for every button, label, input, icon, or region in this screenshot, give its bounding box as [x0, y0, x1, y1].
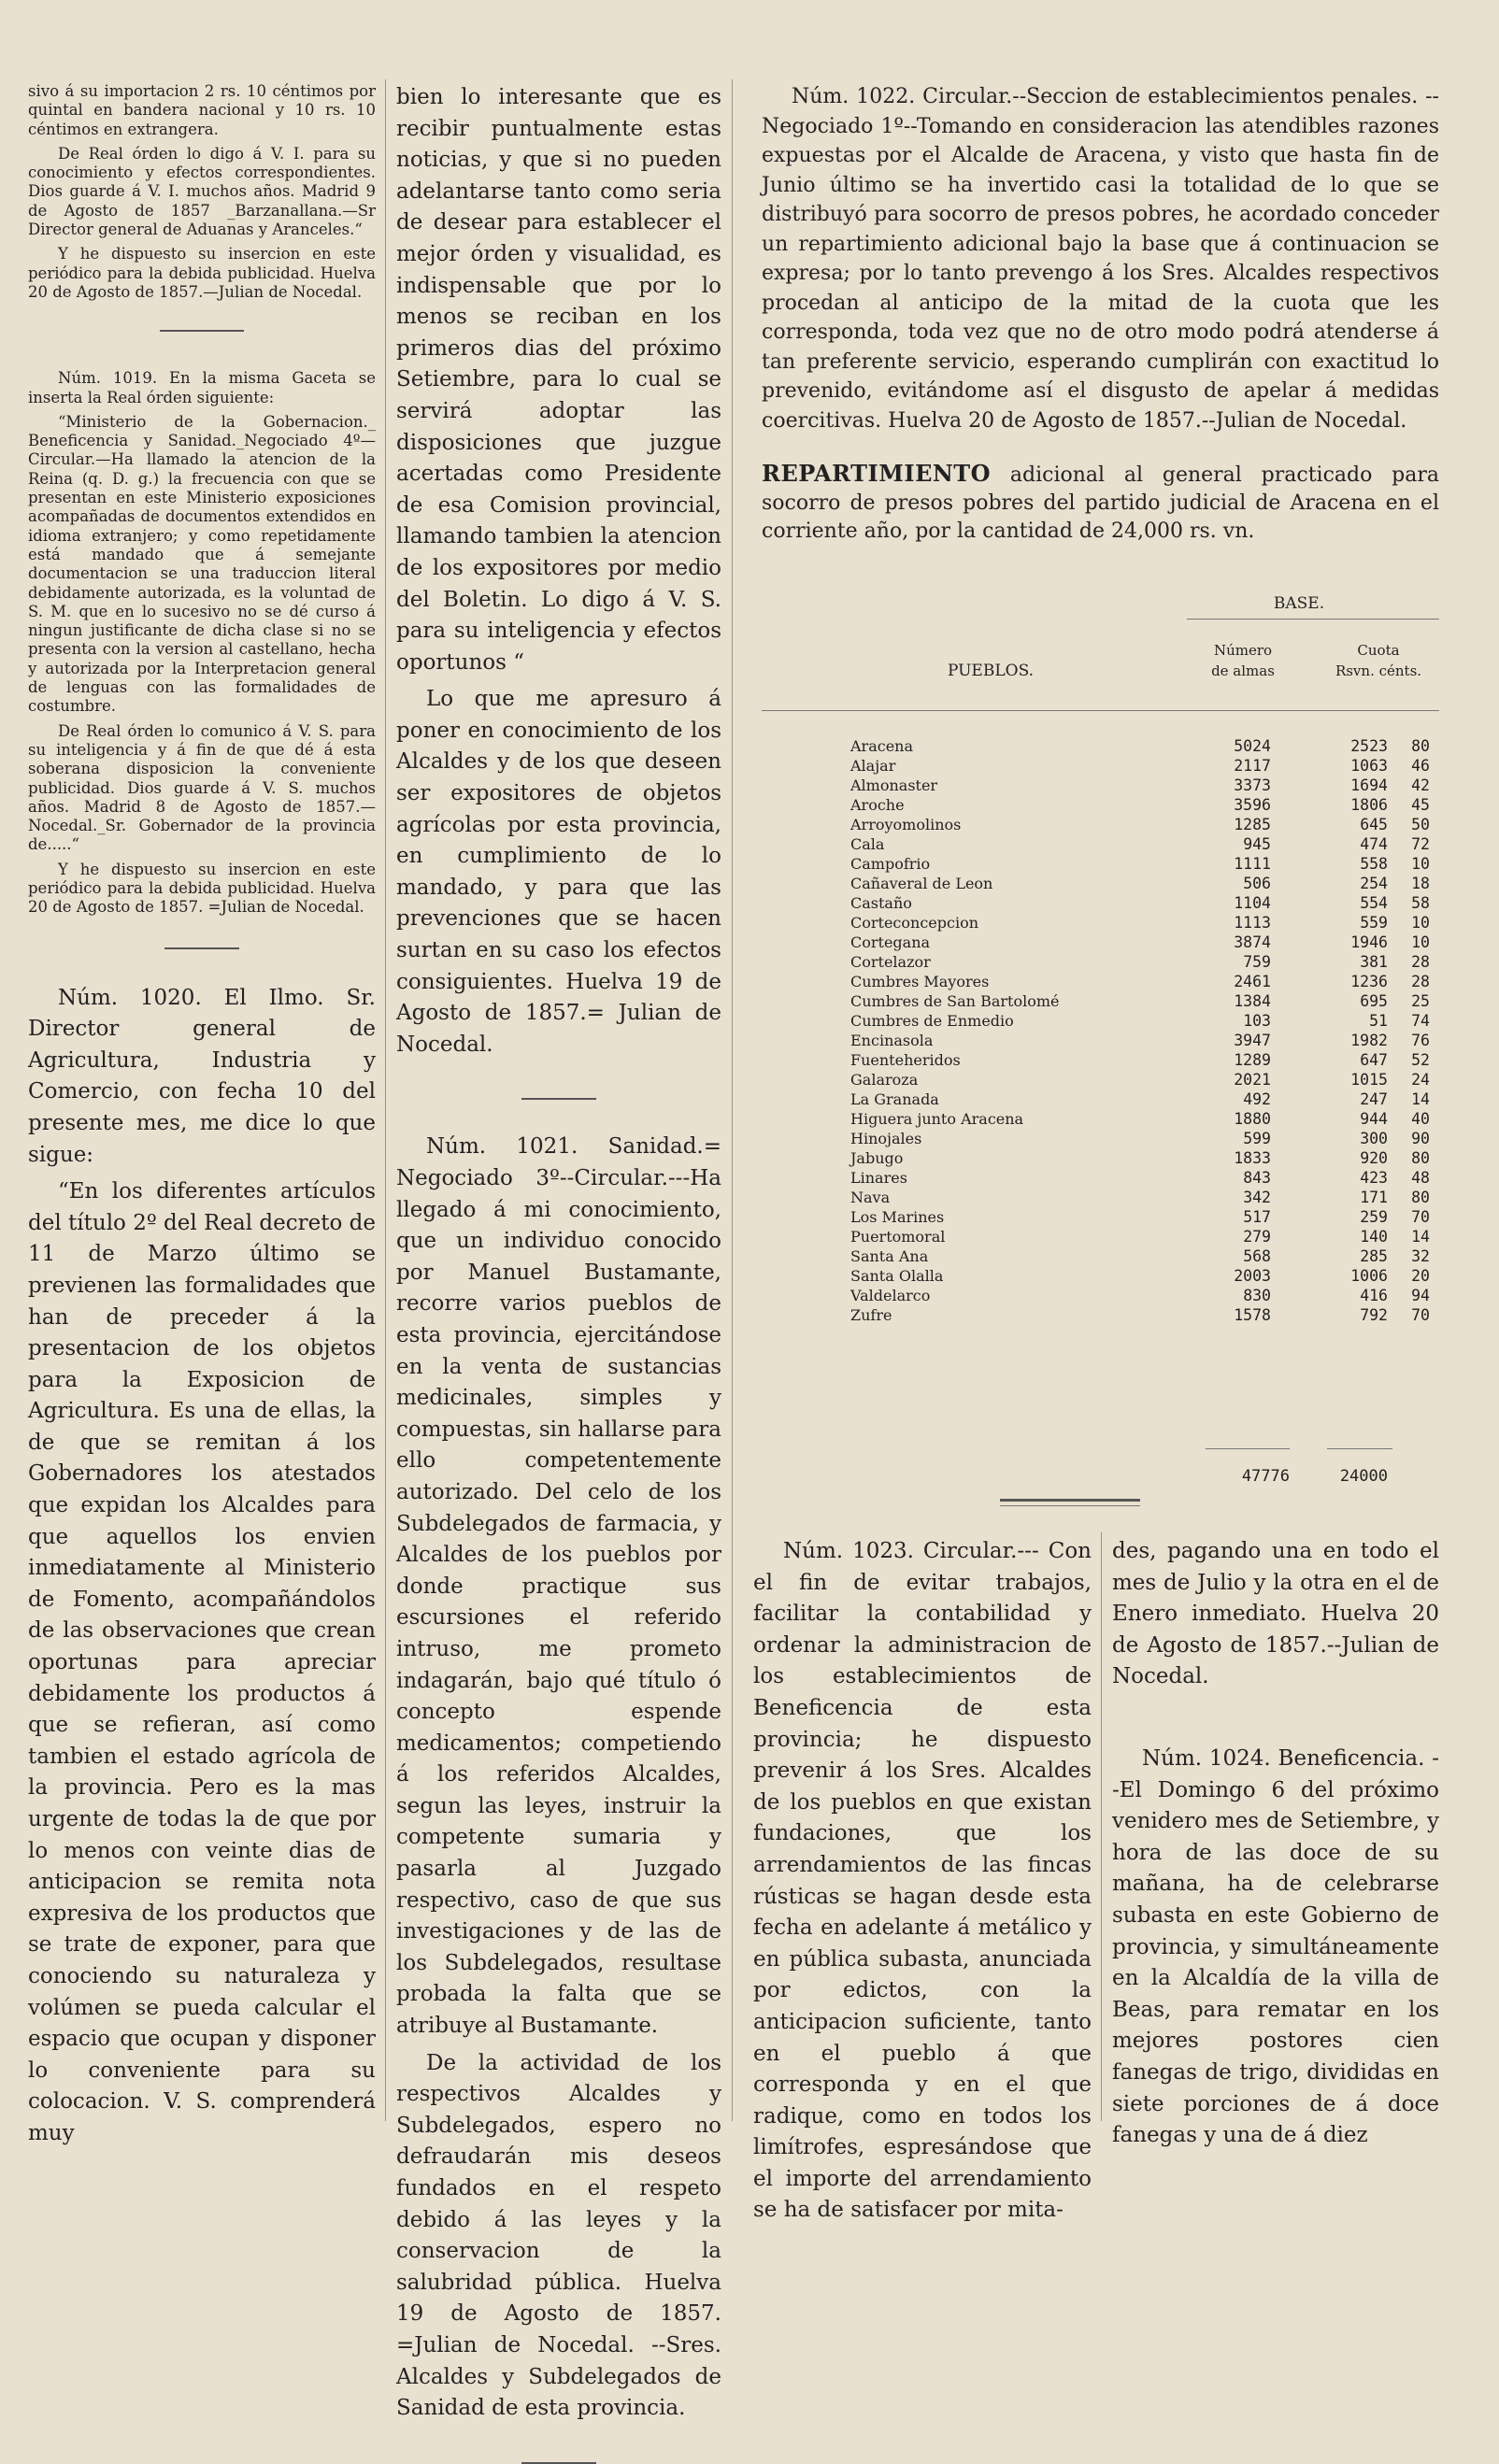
almas-value: 517 — [1243, 1208, 1271, 1226]
cuota-cts-value: 10 — [1411, 914, 1430, 932]
column-1 — [28, 82, 376, 2145]
pueblo-name: La Granada — [850, 1090, 939, 1108]
cuota-rs-value: 423 — [1360, 1169, 1388, 1187]
cuota-rs-value: 1946 — [1350, 933, 1388, 951]
cuota-cts-value: 46 — [1411, 757, 1430, 775]
cuota-cts-value: 10 — [1411, 855, 1430, 873]
cuota-rs-value: 647 — [1360, 1051, 1388, 1069]
almas-value: 945 — [1243, 835, 1271, 853]
cuota-rs-value: 695 — [1360, 992, 1388, 1010]
cuota-cts-value: 76 — [1411, 1032, 1430, 1049]
table-row — [850, 1050, 1430, 1070]
n1021-paragraph-1: Núm. 1021. Sanidad.= Negociado 3º--Circular.---Ha llegado á mi conocimiento, que un individuo conocido por Manuel Bustamante, recorre varios pueblos de esta provincia, ejercitándose en la venta de sustancias medicinales, simples y compuestas, sin hallarse para ello competentemente autorizado. Del celo de los Subdelegados de farmacia, y Alcaldes de los pueblos por donde practique sus escursiones el referido intruso, me prometo indagarán, bajo qué título ó concepto espende medicamentos; competiendo á los referidos Alcaldes, segun las leyes, instruir la competente sumaria y pasarla al Juzgado respectivo, caso de que sus investigaciones y de las de los Subdelegados, resultase probada la falta que se atribuye al Bustamante. — [396, 1134, 721, 2039]
repartimiento-title: REPARTIMIENTO — [762, 460, 992, 487]
table-row — [850, 1109, 1430, 1129]
almas-value: 3947 — [1234, 1032, 1271, 1049]
section-rule — [521, 2462, 596, 2464]
cuota-rs-value: 554 — [1360, 894, 1388, 912]
cuota-rs-value: 1806 — [1350, 796, 1388, 814]
pueblo-name: Encinasola — [850, 1032, 934, 1049]
cuota-rs-value: 792 — [1360, 1306, 1388, 1324]
almas-value: 5024 — [1234, 737, 1271, 755]
cuota-cts-value: 80 — [1411, 1189, 1430, 1206]
almas-value: 1104 — [1234, 894, 1271, 912]
almas-header-1: Número — [1213, 642, 1273, 659]
cuota-cts-value: 48 — [1411, 1169, 1430, 1187]
almas-value: 1384 — [1234, 992, 1271, 1010]
cuota-cts-value: 70 — [1411, 1208, 1430, 1226]
almas-value: 1285 — [1234, 816, 1271, 833]
table-row — [850, 834, 1430, 854]
n1023-paragraph: Núm. 1023. Circular.--- Con el fin de evitar trabajos, facilitar la contabilidad y ordenar la administracion de los establecimientos de Beneficencia de esta provincia; he dispuesto prevenir á los Sres. Alcaldes de los pueblos en que existan fundaciones, que los arrendamientos de las fincas rústicas se hagan desde esta fecha en adelante á metálico y en pública subasta, anunciada por edictos, con la anticipacion suficiente, tanto en el pueblo á que corresponda y en el que radique, como en todos los limítrofes, espresándose que el importe del arrendamiento se ha de satisfacer por mita- — [753, 1539, 1092, 2223]
section-rule — [521, 1098, 596, 1100]
cuota-rs-value: 171 — [1360, 1189, 1388, 1206]
table-row — [850, 1305, 1430, 1325]
cuota-rs-value: 1063 — [1350, 757, 1388, 775]
pueblo-name: Nava — [850, 1189, 891, 1206]
almas-value: 759 — [1243, 953, 1271, 971]
cuota-header-1: Cuota — [1357, 642, 1400, 659]
cuota-cts-value: 18 — [1411, 875, 1430, 892]
pueblo-name: Santa Ana — [850, 1247, 929, 1265]
cuota-cts-value: 42 — [1411, 776, 1430, 794]
almas-value: 1113 — [1234, 914, 1271, 932]
almas-value: 568 — [1243, 1247, 1271, 1265]
cuota-cts-value: 90 — [1411, 1130, 1430, 1147]
pueblo-name: Puertomoral — [850, 1228, 946, 1246]
pueblo-name: Zufre — [850, 1306, 892, 1324]
column-divider-3 — [1101, 1532, 1102, 2121]
table-row — [850, 1227, 1430, 1246]
cuota-header-2: Rsvn. cénts. — [1335, 662, 1422, 679]
almas-value: 342 — [1243, 1189, 1271, 1206]
cuota-cts-value: 24 — [1411, 1071, 1430, 1089]
n1021-paragraph-2: De la actividad de los respectivos Alcaldes y Subdelegados, espero no defraudarán mis deseos fundados en el respeto debido á las leyes y la conservacion de la salubridad pública. Huelva 19 de Agosto de 1857. =Julian de Nocedal. --Sres. Alcaldes y Subdelegados de Sanidad de esta provincia. — [396, 2050, 721, 2421]
almas-value: 3373 — [1234, 776, 1271, 794]
n1020-paragraph-2: “En los diferentes artículos del título 2º del Real decreto de 11 de Marzo último se previenen las formalidades que han de preceder á la presentacion de los objetos para la Exposicion de Agricultura. Es una de ellas, la de que se remitan á los Gobernadores los atestados que expidan los Alcaldes para que aquellos los envien inmediatamente al Ministerio de Fomento, acompañándolos de las observaciones que crean oportunas para apreciar debidamente los productos á que se refieran, así como tambien el estado agrícola de la provincia. Pero es la mas urgente de todas la de que por lo menos con veinte dias de anticipacion se remita nota expresiva de los productos que se trate de exponer, para que conociendo su naturaleza y volúmen se pueda calcular el espacio que ocupan y disponer lo conveniente para su colocacion. V. S. comprenderá muy — [28, 1179, 376, 2145]
cuota-rs-value: 558 — [1360, 855, 1388, 873]
almas-value: 1289 — [1234, 1051, 1271, 1069]
almas-value: 2117 — [1234, 757, 1271, 775]
table-header-rule — [762, 710, 1439, 711]
cuota-cts-value: 50 — [1411, 816, 1430, 833]
table-row — [850, 1207, 1430, 1227]
cuota-rs-value: 381 — [1360, 953, 1388, 971]
almas-value: 2461 — [1234, 973, 1271, 990]
cuota-cts-value: 74 — [1411, 1012, 1430, 1030]
repartimiento-table-wrap — [850, 736, 1439, 1325]
bottom-right-column — [1112, 1536, 1439, 2148]
almas-value: 492 — [1243, 1090, 1271, 1108]
pueblo-name: Castaño — [850, 894, 912, 912]
cuota-cts-value: 80 — [1411, 737, 1430, 755]
totals-rule-cuota — [1327, 1448, 1392, 1449]
cuota-cts-value: 25 — [1411, 992, 1430, 1010]
almas-value: 1111 — [1234, 855, 1271, 873]
almas-value: 599 — [1243, 1130, 1271, 1147]
pueblo-name: Higuera junto Aracena — [850, 1110, 1024, 1128]
table-row — [850, 913, 1430, 933]
notice-1023 — [753, 1536, 1092, 2223]
col1-top-block — [28, 82, 376, 302]
cuota-cts-value: 32 — [1411, 1247, 1430, 1265]
pueblo-name: Galaroza — [850, 1071, 919, 1089]
table-row — [850, 1090, 1430, 1109]
almas-value: 2003 — [1234, 1267, 1271, 1285]
cuota-rs-value: 300 — [1360, 1130, 1388, 1147]
table-row — [850, 815, 1430, 834]
pueblo-name: Jabugo — [850, 1149, 904, 1167]
table-row — [850, 893, 1430, 913]
almas-value: 506 — [1243, 875, 1271, 892]
cuota-cts-value: 40 — [1411, 1110, 1430, 1128]
section-rule-double-thin — [1000, 1505, 1140, 1506]
cuota-cts-value: 45 — [1411, 796, 1430, 814]
table-row — [850, 1188, 1430, 1207]
table-row — [850, 736, 1430, 756]
n1019-paragraph-1: Núm. 1019. En la misma Gaceta se inserta la Real órden siguiente: — [28, 369, 376, 406]
cuota-cts-value: 20 — [1411, 1267, 1430, 1285]
almas-value: 2021 — [1234, 1071, 1271, 1089]
almas-header-2: de almas — [1211, 662, 1275, 679]
table-row — [850, 1129, 1430, 1148]
almas-value: 1880 — [1234, 1110, 1271, 1128]
table-row — [850, 1168, 1430, 1188]
table-row — [850, 756, 1430, 776]
almas-value: 3874 — [1234, 933, 1271, 951]
notice-1021 — [396, 1132, 721, 2424]
cuota-rs-value: 474 — [1360, 835, 1388, 853]
pueblo-name: Cumbres de San Bartolomé — [850, 992, 1060, 1010]
table-row — [850, 1011, 1430, 1031]
almas-value: 3596 — [1234, 796, 1271, 814]
col1-paragraph-3: Y he dispuesto su insercion en este periódico para la debida publicidad. Huelva 20 de Agosto de 1857.—Julian de Nocedal. — [28, 245, 376, 301]
n1019-paragraph-3: De Real órden lo comunico á V. S. para su inteligencia y á fin de que dé á esta soberana disposicion la conveniente publicidad. Dios guarde á V. S. muchos años. Madrid 8 de Agosto de 1857.—Nocedal._Sr. Gobernador de la provincia de.....“ — [28, 721, 376, 854]
col1-paragraph-2: De Real órden lo digo á V. I. para su conocimiento y efectos correspondientes. Dios guarde á V. I. muchos años. Madrid 9 de Agosto de 1857 _Barzanallana.—Sr Director general de Aduanas y Aranceles.“ — [28, 144, 376, 239]
pueblo-name: Hinojales — [850, 1130, 922, 1147]
cuota-cts-value: 52 — [1411, 1051, 1430, 1069]
pueblo-name: Cumbres Mayores — [850, 973, 990, 990]
cuota-cts-value: 80 — [1411, 1149, 1430, 1167]
col2-paragraph-2: Lo que me apresuro á poner en conocimiento de los Alcaldes y de los que deseen ser expositores de objetos agrícolas por esta provincia, en cumplimiento de lo mandado, y para que las prevenciones que se hacen surtan en su caso los efectos consiguientes. Huelva 19 de Agosto de 1857.= Julian de Nocedal. — [396, 687, 721, 1057]
cuota-cts-value: 14 — [1411, 1090, 1430, 1108]
n1023-continuation: des, pagando una en todo el mes de Julio y la otra en el de Enero inmediato. Huelva 20 de Agosto de 1857.--Julian de Nocedal. — [1112, 1539, 1439, 1689]
table-row — [850, 1286, 1430, 1305]
n1022-paragraph: Núm. 1022. Circular.--Seccion de establecimientos penales. --Negociado 1º--Tomando en consideracion las atendibles razones expuestas por el Alcalde de Aracena, y visto que hasta fin de Junio último se ha invertido casi la totalidad de lo que se distribuyó para socorro de presos pobres, he acordado conceder un repartimiento adicional bajo la base que á continuacion se expresa; por lo tanto prevengo á los Sres. Alcaldes respectivos procedan al anticipo de la mitad de la cuota que les corresponda, toda vez que no de otro modo podrá atenderse á tan preferente servicio, esperando cumplirán con exactitud lo prevenido, evitándome así el disgusto de apelar á medidas coercitivas. Huelva 20 de Agosto de 1857.--Julian de Nocedal. — [762, 85, 1439, 433]
column-2 — [396, 82, 721, 2421]
cuota-rs-value: 1982 — [1350, 1032, 1388, 1049]
pueblo-name: Arroyomolinos — [850, 816, 962, 833]
pueblos-header: PUEBLOS. — [947, 662, 1035, 680]
section-rule-double — [1000, 1499, 1140, 1502]
pueblo-name: Fuenteheridos — [850, 1051, 961, 1069]
cuota-rs-value: 285 — [1360, 1247, 1388, 1265]
column-divider-2 — [732, 79, 733, 2121]
cuota-rs-value: 1006 — [1350, 1267, 1388, 1285]
pueblo-name: Cortegana — [850, 933, 931, 951]
pueblo-name: Valdelarco — [850, 1287, 931, 1304]
cuota-rs-value: 944 — [1360, 1110, 1388, 1128]
repartimiento-heading — [762, 460, 1439, 553]
n1019-paragraph-4: Y he dispuesto su insercion en este periódico para la debida publicidad. Huelva 20 de Agosto de 1857. =Julian de Nocedal. — [28, 860, 376, 917]
almas-value: 1578 — [1234, 1306, 1271, 1324]
pueblo-name: Campofrio — [850, 855, 931, 873]
table-row — [850, 1148, 1430, 1168]
totals-rule-almas — [1206, 1448, 1290, 1449]
cuota-cts-value: 28 — [1411, 973, 1430, 990]
pueblo-name: Cumbres de Enmedio — [850, 1012, 1014, 1030]
almas-value: 1833 — [1234, 1149, 1271, 1167]
pueblo-name: Alajar — [850, 757, 896, 775]
cuota-cts-value: 94 — [1411, 1287, 1430, 1304]
cuota-rs-value: 51 — [1369, 1012, 1388, 1030]
column-divider-1 — [385, 79, 386, 2121]
table-row — [850, 952, 1430, 972]
cuota-rs-value: 645 — [1360, 816, 1388, 833]
base-header-rule — [1187, 619, 1439, 620]
total-almas: 47776 — [1241, 1467, 1290, 1486]
notice-1020 — [28, 983, 376, 2150]
cuota-cts-value: 58 — [1411, 894, 1430, 912]
cuota-rs-value: 416 — [1360, 1287, 1388, 1304]
total-cuota: 24000 — [1339, 1467, 1388, 1486]
table-row — [850, 933, 1430, 952]
base-header: BASE. — [1273, 594, 1325, 613]
pueblo-name: Santa Olalla — [850, 1267, 944, 1285]
repartimiento-table — [850, 736, 1430, 1325]
table-row — [850, 874, 1430, 893]
pueblo-name: Los Marines — [850, 1208, 945, 1226]
cuota-rs-value: 247 — [1360, 1090, 1388, 1108]
cuota-cts-value: 14 — [1411, 1228, 1430, 1246]
cuota-rs-value: 2523 — [1350, 737, 1388, 755]
cuota-cts-value: 28 — [1411, 953, 1430, 971]
section-rule — [160, 330, 244, 332]
cuota-rs-value: 920 — [1360, 1149, 1388, 1167]
cuota-rs-value: 559 — [1360, 914, 1388, 932]
cuota-rs-value: 1236 — [1350, 973, 1388, 990]
cuota-cts-value: 70 — [1411, 1306, 1430, 1324]
almas-value: 103 — [1243, 1012, 1271, 1030]
table-row — [850, 991, 1430, 1011]
pueblo-name: Aracena — [850, 737, 914, 755]
pueblo-name: Aroche — [850, 796, 905, 814]
almas-value: 830 — [1243, 1287, 1271, 1304]
almas-value: 843 — [1243, 1169, 1271, 1187]
almas-value: 279 — [1243, 1228, 1271, 1246]
table-row — [850, 795, 1430, 815]
cuota-cts-value: 72 — [1411, 835, 1430, 853]
cuota-rs-value: 140 — [1360, 1228, 1388, 1246]
notice-1019 — [28, 369, 376, 917]
pueblo-name: Cortelazor — [850, 953, 931, 971]
cuota-cts-value: 10 — [1411, 933, 1430, 951]
table-row — [850, 1246, 1430, 1266]
repartimiento-subtitle: adicional al general practicado para socorro de presos pobres del partido judicial de Aracena en el corriente año, por la cantidad de 24,000 rs. vn. — [762, 463, 1439, 543]
pueblo-name: Corteconcepcion — [850, 914, 979, 932]
cuota-rs-value: 1694 — [1350, 776, 1388, 794]
table-row — [850, 854, 1430, 874]
col1-paragraph-1: sivo á su importacion 2 rs. 10 céntimos por quintal en bandera nacional y 10 rs. 10 céntimos en extrangera. — [28, 82, 376, 138]
notice-1022 — [762, 82, 1439, 433]
cuota-rs-value: 254 — [1360, 875, 1388, 892]
table-row — [850, 972, 1430, 991]
section-rule — [164, 947, 239, 949]
n1019-paragraph-2: “Ministerio de la Gobernacion._ Beneficencia y Sanidad._Negociado 4º—Circular.—Ha llamado la atencion de la Reina (q. D. g.) la frecuencia con que se presentan en este Ministerio exposiciones acompañadas de documentos extendidos en idioma extranjero; y como repetidamente está mandado que á semejante documentacion se una traduccion literal debidamente autorizada, es la voluntad de S. M. que en lo sucesivo no se dé curso á ningun justificante de dicha clase si no se presenta con la version al castellano, hecha y autorizada por la Interpretacion general de lenguas con las formalidades de costumbre. — [28, 412, 376, 716]
notice-1024: Núm. 1024. Beneficencia. --El Domingo 6 del próximo venidero mes de Setiembre, y hora de las doce de su mañana, ha de celebrarse subasta en este Gobierno de provincia, y simultáneamente en la Alcaldía de la villa de Beas, para rematar en los mejores postores cien fanegas de trigo, divididas en siete porciones de á doce fanegas y una de á diez — [1112, 1745, 1439, 2148]
cuota-rs-value: 1015 — [1350, 1071, 1388, 1089]
n1020-paragraph-1: Núm. 1020. El Ilmo. Sr. Director general de Agricultura, Industria y Comercio, con fecha 10 del presente mes, me dice lo que sigue: — [28, 985, 376, 1167]
cuota-rs-value: 259 — [1360, 1208, 1388, 1226]
table-row — [850, 1070, 1430, 1090]
pueblo-name: Cala — [850, 835, 885, 853]
pueblo-name: Almonaster — [850, 776, 938, 794]
table-row — [850, 1031, 1430, 1050]
col2-top-block — [396, 82, 721, 1061]
pueblo-name: Cañaveral de Leon — [850, 875, 993, 892]
table-row — [850, 1266, 1430, 1286]
table-row — [850, 776, 1430, 795]
col2-paragraph-1: bien lo interesante que es recibir puntualmente estas noticias, y que si no pueden adelantarse tanto como seria de desear para establecer el mejor órden y visualidad, es indispensable que por lo menos se reciban en los primeros dias del próximo Setiembre, para lo cual se servirá adoptar las disposiciones que juzgue acertadas como Presidente de esa Comision provincial, llamando tambien la atencion de los expositores por medio del Boletin. Lo digo á V. S. para su inteligencia y efectos oportunos “ — [396, 85, 721, 675]
pueblo-name: Linares — [850, 1169, 907, 1187]
